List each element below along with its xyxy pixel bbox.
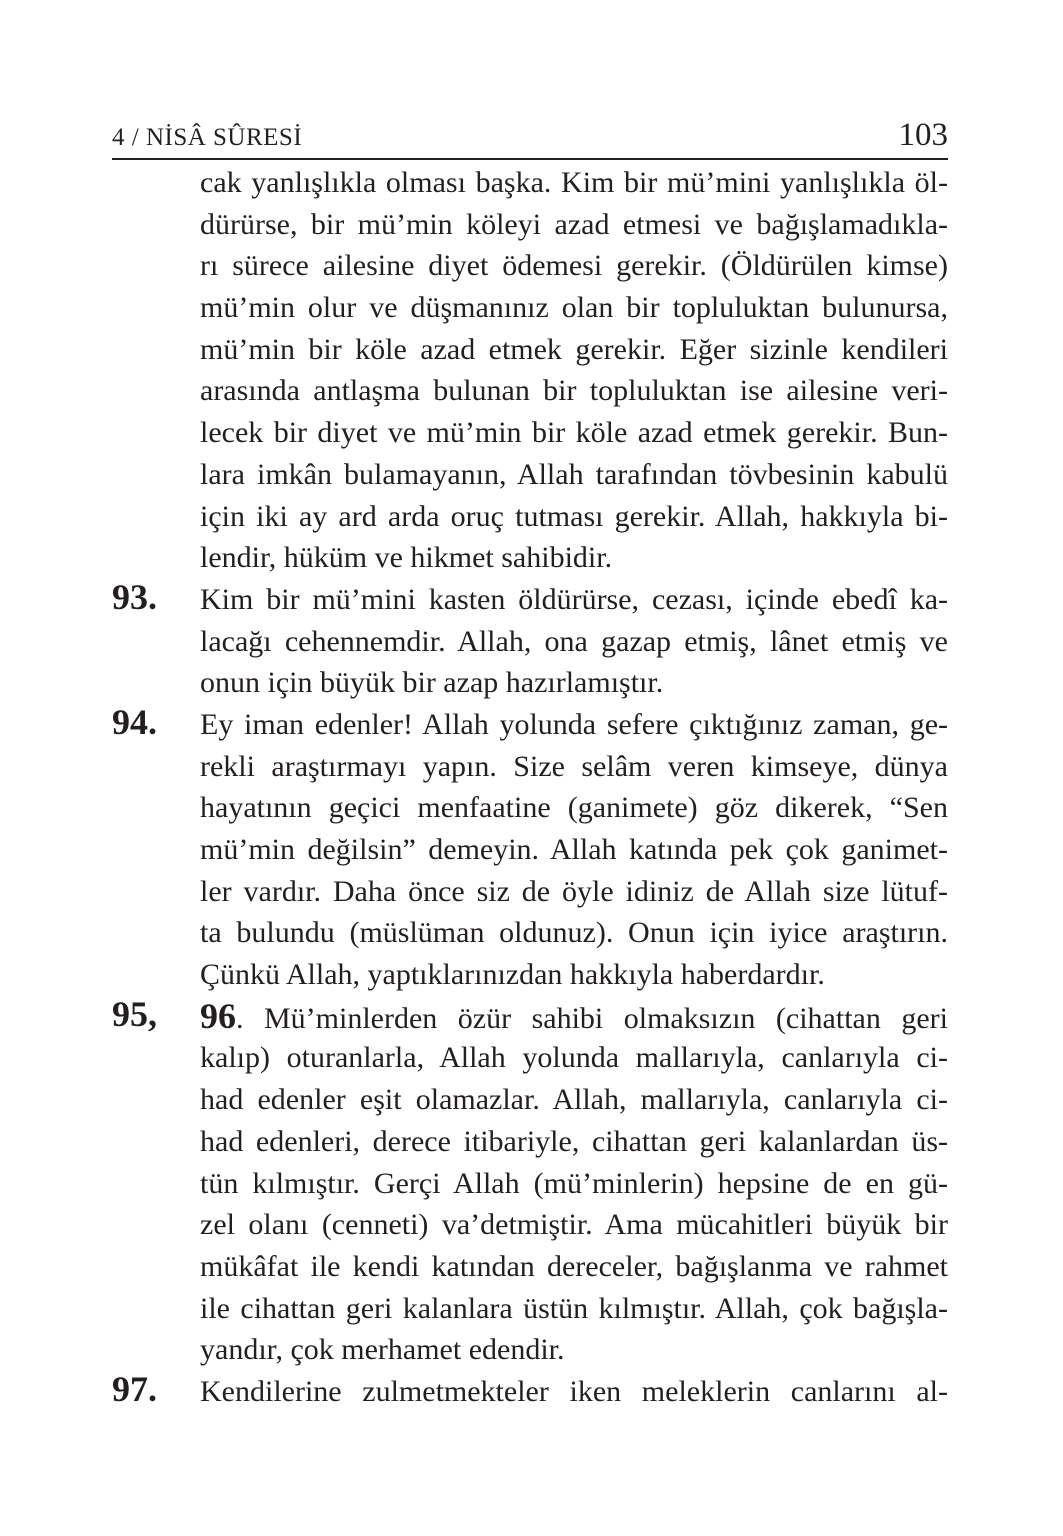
text-line: had edenler eşit olamazlar. Allah, mallarıyla, canlarıyla ci- xyxy=(200,1083,948,1117)
verse-number: 96 xyxy=(200,995,236,1036)
text-line: arasında antlaşma bulunan bir topluluktan ise ailesine veri- xyxy=(200,374,948,408)
text-line: rekli araştırmayı yapın. Size selâm veren kimseye, dünya xyxy=(200,749,948,783)
verse-97-line: 97. Kendilerine zulmetmekteler iken meleklerin canlarını al- xyxy=(112,1368,948,1409)
text-line: kalıp) oturanlarla, Allah yolunda mallarıyla, canlarıyla ci- xyxy=(200,1041,948,1075)
text-line: Çünkü Allah, yaptıklarınızdan hakkıyla haberdardır. xyxy=(200,958,825,992)
running-head xyxy=(112,112,948,160)
text-line: mü’min olur ve düşmanınız olan bir topluluktan bulunursa, xyxy=(200,291,948,325)
section-title: 4 / NİSÂ SÛRESİ xyxy=(112,124,303,151)
verse-number: 93. xyxy=(112,576,157,617)
verse-number: 95, xyxy=(112,993,157,1034)
verse-93-line: 93. Kim bir mü’mini kasten öldürürse, cezası, içinde ebedî ka- xyxy=(112,576,948,617)
text-line: yandır, çok merhamet edendir. xyxy=(200,1333,565,1367)
verse-number: 97. xyxy=(112,1368,157,1409)
text-line: mü’min bir köle azad etmek gerekir. Eğer sizinle kendileri xyxy=(200,332,948,366)
text-line: lecek bir diyet ve mü’min bir köle azad etmek gerekir. Bun- xyxy=(200,416,948,450)
text-line: lara imkân bulamayanın, Allah tarafından tövbesinin kabulü xyxy=(200,457,948,491)
body-text xyxy=(112,162,948,1413)
text-line: ile cihattan geri kalanlara üstün kılmıştır. Allah, çok bağışla- xyxy=(200,1291,948,1325)
text-line: mükâfat ile kendi katından dereceler, bağışlanma ve rahmet xyxy=(200,1249,948,1283)
text-line: mü’min değilsin” demeyin. Allah katında pek çok ganimet- xyxy=(200,833,948,866)
verse-number: 94. xyxy=(112,701,157,742)
verse-95-96-line xyxy=(112,993,948,1038)
text-line: tün kılmıştır. Gerçi Allah (mü’minlerin) hepsine de en gü- xyxy=(200,1166,948,1200)
verse-text: . Mü’minlerden özür sahibi olmaksızın (cihattan geri xyxy=(236,1001,948,1035)
text-line: için iki ay ard arda oruç tutması gerekir. Allah, hakkıyla bi- xyxy=(200,499,948,533)
text-line: onun için büyük bir azap hazırlamıştır. xyxy=(200,666,664,700)
text-line: lendir, hüküm ve hikmet sahibidir. xyxy=(200,541,613,575)
text-line: ta bulundu (müslüman oldunuz). Onun için iyice araştırın. xyxy=(200,916,948,950)
text-line: dürürse, bir mü’min köleyi azad etmesi ve bağışlamadıkla- xyxy=(200,207,948,241)
text-line: had edenleri, derece itibariyle, cihattan geri kalanlardan üs- xyxy=(200,1124,948,1158)
page-number: 103 xyxy=(898,117,948,153)
text-line: lacağı cehennemdir. Allah, ona gazap etmiş, lânet etmiş ve xyxy=(200,624,948,658)
text-line: cak yanlışlıkla olması başka. Kim bir mü’mini yanlışlıkla öl- xyxy=(200,166,948,199)
text-line: hayatının geçici menfaatine (ganimete) göz dikerek, “Sen xyxy=(200,791,948,825)
text-line: zel olanı (cenneti) va’detmiştir. Ama mücahitleri büyük bir xyxy=(200,1208,948,1242)
text-line: rı sürece ailesine diyet ödemesi gerekir. (Öldürülen kimse) xyxy=(200,249,948,283)
text-line: ler vardır. Daha önce siz de öyle idiniz de Allah size lütuf- xyxy=(200,874,948,908)
verse-94-line: 94. Ey iman edenler! Allah yolunda sefere çıktığınız zaman, ge- xyxy=(112,701,948,742)
